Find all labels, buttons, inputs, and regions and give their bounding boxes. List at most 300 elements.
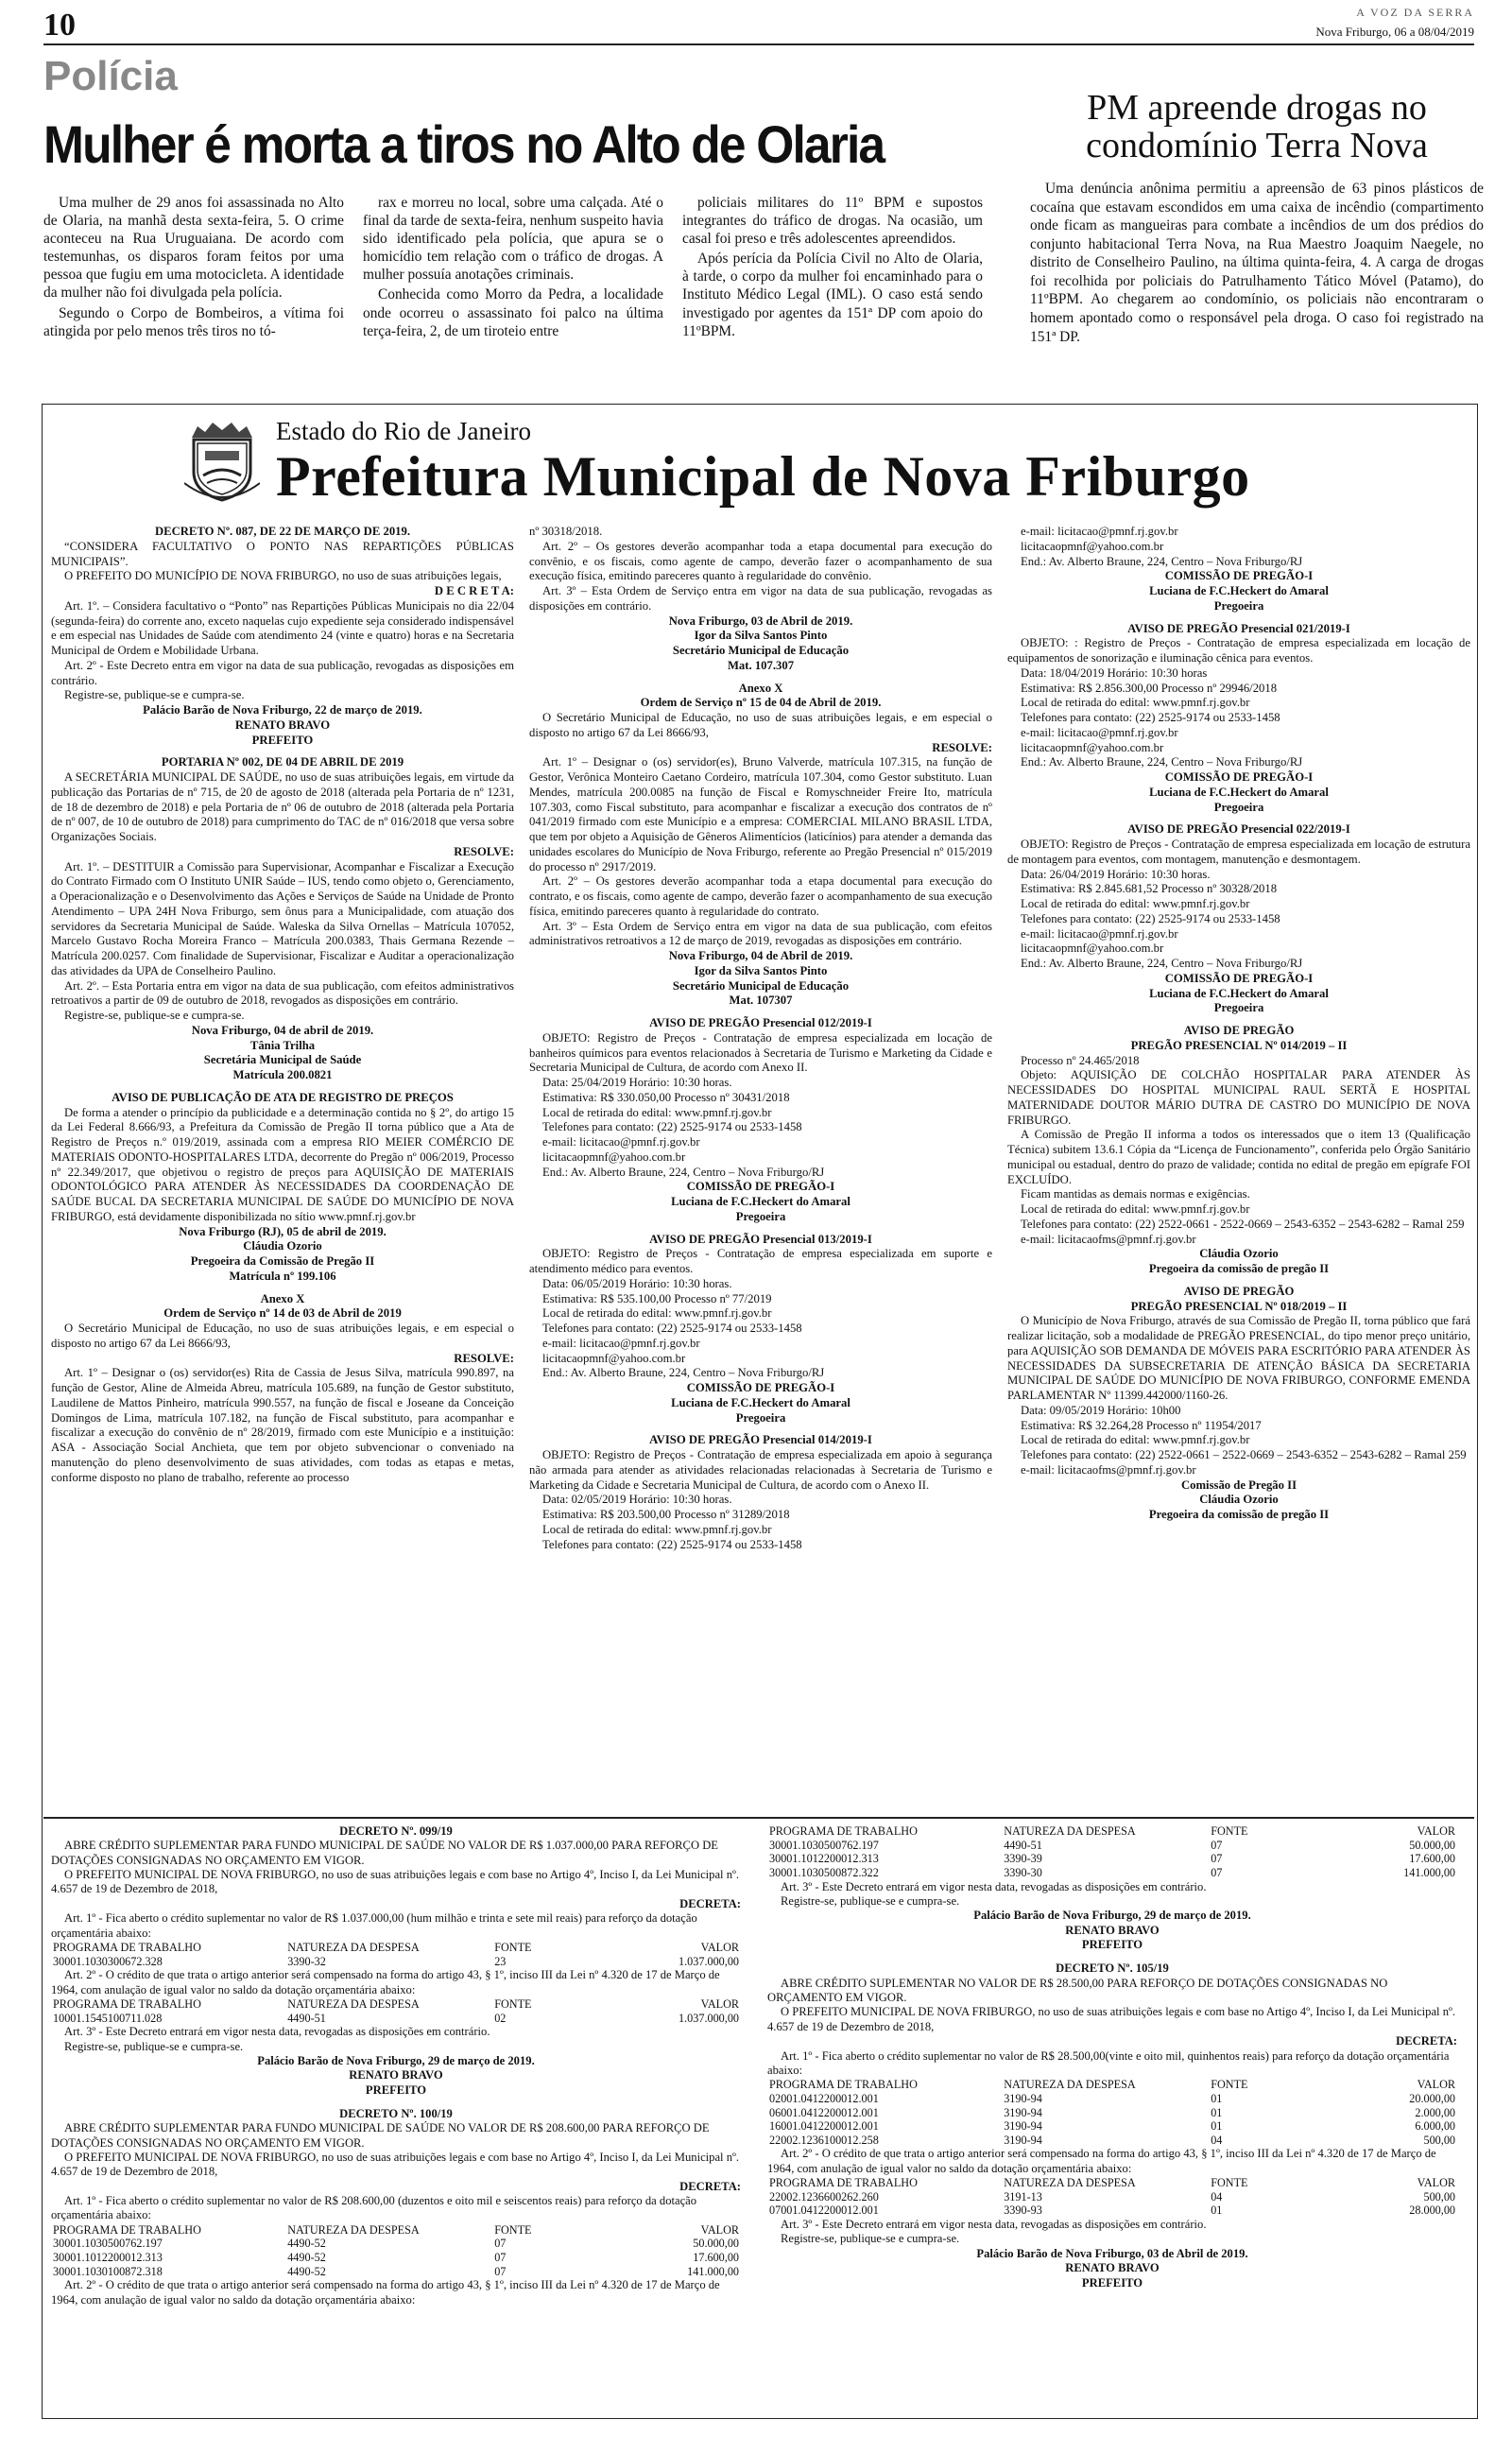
side-story-text: Uma denúncia anônima permitiu a apreensão de 63 pinos plásticos de cocaína que estavam escondidos em uma caixa de incêndio (compartimento onde ficam as mangueiras para combate a incêndios de um dos prédios do conjunto habitacional Terra Nova, na Rua Maestro Joaquim Naegele, no distrito de Conselheiro Paulino, na última quinta-feira, 4. A carga de drogas foi recolhida por policiais do Patrulhamento Tático Móvel (Patamo), do 11ºBPM. Ao chegarem ao condomínio, os policiais não encontraram o homem apontado como o responsável pela droga. O caso foi registrado na 151ª DP. bbox=[1030, 181, 1484, 345]
table-header-cell: FONTE bbox=[1211, 2078, 1248, 2092]
notice-paragraph: Estimativa: R$ 535.100,00 Processo nº 77/2019 bbox=[542, 1291, 772, 1305]
notice-paragraph: licitacaopmnf@yahoo.com.br bbox=[1021, 740, 1164, 754]
page-number: 10 bbox=[43, 8, 76, 43]
header-rule bbox=[43, 43, 1474, 45]
notice-paragraph: Pregoeira da comissão de pregão II bbox=[1148, 1262, 1330, 1275]
notice-paragraph: COMISSÃO DE PREGÃO-I bbox=[686, 1180, 835, 1194]
notice-paragraph: Pregoeira bbox=[735, 1410, 786, 1425]
decree-ementa: ABRE CRÉDITO SUPLEMENTAR NO VALOR DE R$ 28.500,00 PARA REFORÇO DE DOTAÇÕES CONSIGNADAS NO ORÇAMENTO EM VIGOR. bbox=[767, 1976, 1388, 2005]
side-story-headline: PM apreende drogas no condomínio Terra Nova bbox=[1086, 88, 1428, 165]
notice-paragraph: A SECRETÁRIA MUNICIPAL DE SAÚDE, no uso de suas atribuições legais, em virtude da publicação das Portarias de nº 715, de 20 de agosto de 2018 (alterada pela Portaria de nº 1231, de 18 de dezembro de 2018) e pela Portaria de nº 06 de outubro de 2018 (alterada pela Portaria de nº 007, de 10 de outubro de 2018) para cumprimento do TAC de nº 016/2018 que versa sobre Organizações Sociais. bbox=[51, 770, 514, 843]
notice-paragraph: AVISO DE PUBLICAÇÃO DE ATA DE REGISTRO DE PREÇOS bbox=[112, 1090, 454, 1104]
notice-paragraph: End.: Av. Alberto Braune, 224, Centro – Nova Friburgo/RJ bbox=[1021, 957, 1303, 970]
table-header-cell: PROGRAMA DE TRABALHO bbox=[53, 2222, 201, 2237]
publication-name: A VOZ DA SERRA bbox=[1356, 6, 1474, 19]
notice-paragraph: Comissão de Pregão II bbox=[1180, 1478, 1297, 1492]
notice-paragraph: AVISO DE PREGÃO Presencial 014/2019-I bbox=[649, 1433, 872, 1447]
table-header-cell: PROGRAMA DE TRABALHO bbox=[769, 1824, 918, 1838]
notice-paragraph: Local de retirada do edital: www.pmnf.rj.gov.br bbox=[1021, 696, 1250, 710]
notice-paragraph: Estimativa: R$ 203.500,00 Processo nº 31289/2018 bbox=[542, 1508, 790, 1521]
table-header-cell: NATUREZA DA DESPESA bbox=[287, 1996, 420, 2011]
table-cell: 22002.1236100012.258 bbox=[769, 2133, 879, 2147]
table-cell: 10001.1545100711.028 bbox=[53, 2011, 163, 2025]
decree-place-date: Palácio Barão de Nova Friburgo, 03 de Abril de 2019. bbox=[976, 2246, 1248, 2260]
notice-paragraph: Cláudia Ozorio bbox=[243, 1239, 322, 1253]
table-cell: 04 bbox=[1211, 2189, 1223, 2203]
decree-place-date: Palácio Barão de Nova Friburgo, 29 de março de 2019. bbox=[973, 1909, 1251, 1923]
decree-article: Art. 1º - Fica aberto o crédito suplementar no valor de R$ 28.500,00(vinte e oito mil, quinhentos reais) para reforço da dotação orçamentária abaixo: bbox=[767, 2048, 1450, 2077]
notice-paragraph: D E C R E T A: bbox=[434, 584, 514, 597]
table-row bbox=[51, 2237, 741, 2251]
notice-paragraph: COMISSÃO DE PREGÃO-I bbox=[1164, 770, 1314, 784]
table-cell: 23 bbox=[494, 1954, 507, 1968]
table-header-cell: FONTE bbox=[494, 1940, 532, 1954]
notice-paragraph: Telefones para contato: (22) 2522-0661 – 2522-0669 – 2543-6352 – 2543-6282 – Ramal 259 bbox=[1021, 1448, 1467, 1461]
notice-paragraph: Telefones para contato: (22) 2525-9174 ou 2533-1458 bbox=[542, 1537, 802, 1551]
notice-paragraph: AVISO DE PREGÃO Presencial 012/2019-I bbox=[649, 1016, 872, 1029]
table-cell: 141.000,00 bbox=[1403, 1865, 1455, 1879]
notice-paragraph: Ficam mantidas as demais normas e exigências. bbox=[1021, 1187, 1250, 1201]
notice-paragraph: Art. 1º – Designar o (os) servidor(es) Rita de Cassia de Jesus Silva, matrícula 990.897, na função de Gestor, Aline de Almeida Abreu, matrícula 105.689, na função de Gestor substituto, Laudilene de Mattos Pinheiro, matrícula 990.557, na função de fiscal e Joseane da Conceição Domingos de Lima, matrícula 107.182, na função de Fiscal substituto, para acompanhar e fiscalizar a execução do convênio de nº 28/2019, firmado com este Município e a instituição: ASA - Associação Social Anchieta, que tem por objeto subvencionar o conveniado na manutenção do pleno desenvolvimento de suas atividades, com todas as etapas e metas, conforme disposto no plano de trabalho, referente ao processo bbox=[51, 1366, 514, 1484]
notice-paragraph: Nova Friburgo, 04 de abril de 2019. bbox=[191, 1023, 374, 1037]
notice-paragraph: OBJETO: Registro de Preços - Contratação de empresa especializada em apoio à segurança não armada para atender as atividades relacionadas relacionadas à Secretaria de Turismo e Marketing da Cidade e Secretaria Municipal de Cultura, de acordo com o Anexo II. bbox=[529, 1448, 992, 1492]
notice-paragraph: Anexo X bbox=[738, 681, 783, 695]
table-header-row bbox=[51, 2223, 741, 2238]
notice-paragraph: RENATO BRAVO bbox=[234, 717, 331, 732]
decree-column-left bbox=[51, 1824, 741, 2307]
notice-paragraph: Pregoeira da Comissão de Pregão II bbox=[190, 1254, 375, 1268]
signatory-role: PREFEITO bbox=[365, 2082, 427, 2097]
decree-article: Art. 1º - Fica aberto o crédito suplementar no valor de R$ 208.600,00 (duzentos e oito mil e seiscentos reais) para reforço da dotação orçamentária abaixo: bbox=[51, 2194, 697, 2222]
table-cell: 07 bbox=[1211, 1838, 1223, 1852]
notice-paragraph: End.: Av. Alberto Braune, 224, Centro – Nova Friburgo/RJ bbox=[1021, 755, 1303, 769]
budget-table bbox=[767, 2176, 1457, 2218]
notice-paragraph: COMISSÃO DE PREGÃO-I bbox=[1164, 569, 1314, 583]
table-cell: 50.000,00 bbox=[1409, 1838, 1455, 1852]
story-headline: Mulher é morta a tiros no Alto de Olaria bbox=[43, 114, 885, 174]
notices-column-1 bbox=[51, 525, 514, 1485]
decree-place-date: Palácio Barão de Nova Friburgo, 29 de março de 2019. bbox=[257, 2053, 535, 2067]
decree-article: Art. 2º - O crédito de que trata o artigo anterior será compensado na forma do artigo 43, § 1º, inciso III da Lei nº 4.320 de 17 de Março de 1964, com anulação de igual valor no saldo da dotação orçamentária abaixo: bbox=[51, 1968, 720, 1996]
notice-paragraph: e-mail: licitacao@pmnf.rj.gov.br bbox=[542, 1336, 700, 1350]
notice-paragraph: Telefones para contato: (22) 2525-9174 ou 2533-1458 bbox=[542, 1120, 802, 1134]
notice-paragraph: e-mail: licitacao@pmnf.rj.gov.br bbox=[1021, 525, 1178, 538]
decree-closing: Registre-se, publique-se e cumpra-se. bbox=[64, 2039, 244, 2053]
budget-table bbox=[767, 2078, 1457, 2147]
notice-paragraph: PREFEITO bbox=[251, 733, 314, 747]
table-cell: 3190-94 bbox=[1004, 2105, 1042, 2119]
table-cell: 20.000,00 bbox=[1409, 2091, 1455, 2105]
table-cell: 02001.0412200012.001 bbox=[769, 2091, 879, 2105]
notice-paragraph: RESOLVE: bbox=[454, 844, 514, 858]
budget-table bbox=[767, 1824, 1457, 1880]
notice-paragraph: licitacaopmnf@yahoo.com.br bbox=[1021, 539, 1164, 553]
notice-paragraph: OBJETO: Registro de Preços - Contratação de empresa especializada em locação de banheiros químicos para eventos relacionados à Secretaria de Turismo e Marketing da Cidade e Secretaria Municipal de Cultura, de acordo com Anexo II. bbox=[529, 1030, 992, 1075]
notice-paragraph: AVISO DE PREGÃO bbox=[1183, 1284, 1295, 1298]
story-paragraph: Após perícia da Polícia Civil no Alto de Olaria, à tarde, o corpo da mulher foi encaminhado para o Instituto Médico Legal (IML). O caso está sendo investigado por agentes da 151ª DP com apoio do 11ºBPM. bbox=[682, 251, 983, 339]
table-cell: 3190-94 bbox=[1004, 2119, 1042, 2134]
notice-paragraph: Local de retirada do edital: www.pmnf.rj.gov.br bbox=[1021, 1433, 1250, 1447]
notice-paragraph: nº 30318/2018. bbox=[529, 525, 603, 538]
notice-paragraph: AVISO DE PREGÃO Presencial 022/2019-I bbox=[1127, 822, 1350, 837]
notice-paragraph: RESOLVE: bbox=[454, 1351, 514, 1365]
notice-paragraph: COMISSÃO DE PREGÃO-I bbox=[686, 1381, 835, 1394]
notice-paragraph: Objeto: AQUISIÇÃO DE COLCHÃO HOSPITALAR PARA ATENDER ÀS NECESSIDADES DO HOSPITAL MUNICIPAL RAUL SERTÃ E HOSPITAL MATERNIDADE DOUTOR MÁRIO DUTRA DE CASTRO DO MUNICÍPIO DE NOVA FRIBURGO. bbox=[1007, 1068, 1470, 1127]
budget-table bbox=[51, 1941, 741, 1968]
notice-paragraph: Pregoeira bbox=[1213, 800, 1264, 814]
table-cell: 4490-52 bbox=[287, 2264, 326, 2278]
notice-paragraph: PREGÃO PRESENCIAL Nº 014/2019 – II bbox=[1130, 1038, 1348, 1052]
table-header-cell: VALOR bbox=[700, 2222, 739, 2237]
table-row bbox=[767, 2092, 1457, 2106]
notice-paragraph: AVISO DE PREGÃO Presencial 021/2019-I bbox=[1127, 621, 1350, 635]
decree-article: Art. 2º - O crédito de que trata o artigo anterior será compensado na forma do artigo 43, § 1º, inciso III da Lei nº 4.320 de 17 de Março de 1964, com anulação de igual valor no saldo da dotação orçamentária abaixo: bbox=[767, 2147, 1436, 2175]
notice-paragraph: Telefones para contato: (22) 2525-9174 ou 2533-1458 bbox=[542, 1322, 802, 1335]
table-row bbox=[767, 2190, 1457, 2204]
notice-paragraph: De forma a atender o princípio da publicidade e a determinação contida no § 2º, do artigo 15 da Lei Federal 8.666/93, a Prefeitura da Comissão de Pregão II torna público que a Ata de Registro de Preços n.º 019/2019, assinada com a empresa RIO MEIER COMÉRCIO DE MATERIAIS ODONTO-HOSPITALARES LTDA, decorrente do Pregão nº 006/2019, Processo nº 22.349/2017, que objetivou o registro de preços para AQUISIÇÃO DE MATERIAIS ODONTOLÓGICO PARA ATENDER ÀS NECESSIDADES DA COORDENAÇÃO DE SAÚDE BUCAL DA SECRETARIA MUNICIPAL DE SAÚDE DO MUNICÍPIO DE NOVA FRIBURGO, está devidamente disponibilizada no sítio www.pmnf.rj.gov.br bbox=[51, 1105, 514, 1223]
table-cell: 3190-94 bbox=[1004, 2091, 1042, 2105]
notice-paragraph: “CONSIDERA FACULTATIVO O PONTO NAS REPARTIÇÕES PÚBLICAS MUNICIPAIS”. bbox=[51, 539, 514, 568]
table-cell: 4490-52 bbox=[287, 2251, 326, 2265]
notice-paragraph: End.: Av. Alberto Braune, 224, Centro – Nova Friburgo/RJ bbox=[542, 1366, 825, 1380]
signatory-role: PREFEITO bbox=[1081, 1938, 1143, 1951]
table-cell: 01 bbox=[1211, 2091, 1223, 2105]
table-header-cell: FONTE bbox=[1211, 2176, 1248, 2190]
notice-paragraph: Ordem de Serviço nº 14 de 03 de Abril de 2019 bbox=[163, 1306, 402, 1321]
table-cell: 30001.1030500762.197 bbox=[53, 2237, 163, 2251]
notice-paragraph: e-mail: licitacao@pmnf.rj.gov.br bbox=[1021, 926, 1178, 941]
edition-date: Nova Friburgo, 06 a 08/04/2019 bbox=[1315, 25, 1474, 39]
table-row bbox=[767, 2134, 1457, 2148]
story-column-3 bbox=[682, 194, 983, 342]
table-cell: 3390-93 bbox=[1004, 2203, 1042, 2218]
decree-decreta: DECRETA: bbox=[1396, 2034, 1457, 2048]
table-row bbox=[767, 2203, 1457, 2218]
notice-paragraph: e-mail: licitacao@pmnf.rj.gov.br bbox=[1021, 725, 1178, 739]
table-header-row bbox=[767, 2176, 1457, 2190]
notice-paragraph: Estimativa: R$ 2.856.300,00 Processo nº 29946/2018 bbox=[1021, 681, 1278, 695]
notice-paragraph: Local de retirada do edital: www.pmnf.rj.gov.br bbox=[542, 1522, 772, 1536]
decree-article: Art. 1º - Fica aberto o crédito suplementar no valor de R$ 1.037.000,00 (hum milhão e trinta e sete mil reais) para reforço da dotação orçamentária abaixo: bbox=[51, 1911, 697, 1940]
side-story-body bbox=[1030, 180, 1484, 346]
notice-paragraph: Tânia Trilha bbox=[249, 1038, 316, 1052]
notice-paragraph: Telefones para contato: (22) 2522-0661 - 2522-0669 – 2543-6352 – 2543-6282 – Ramal 259 bbox=[1021, 1217, 1465, 1231]
notice-paragraph: Nova Friburgo, 04 de Abril de 2019. bbox=[668, 949, 853, 962]
spacer bbox=[51, 748, 514, 755]
signatory-name: RENATO BRAVO bbox=[349, 2068, 443, 2082]
table-cell: 06001.0412200012.001 bbox=[769, 2105, 879, 2119]
notice-paragraph: Mat. 107307 bbox=[729, 994, 793, 1008]
table-header-cell: VALOR bbox=[1417, 1824, 1455, 1838]
table-header-cell: NATUREZA DA DESPESA bbox=[1004, 1824, 1136, 1838]
decree-ementa: ABRE CRÉDITO SUPLEMENTAR PARA FUNDO MUNICIPAL DE SAÚDE NO VALOR DE R$ 1.037.000,00 PARA REFORÇO DE DOTAÇÕES CONSIGNADAS NO ORÇAMENTO EM VIGOR. bbox=[51, 1839, 718, 1867]
table-cell: 3191-13 bbox=[1004, 2189, 1042, 2203]
spacer bbox=[529, 1426, 992, 1433]
table-header-row bbox=[767, 1824, 1457, 1839]
table-cell: 02 bbox=[494, 2011, 507, 2025]
notice-paragraph: PORTARIA Nº 002, DE 04 DE ABRIL DE 2019 bbox=[161, 755, 404, 769]
notice-paragraph: Registre-se, publique-se e cumpra-se. bbox=[64, 688, 245, 702]
table-cell: 07 bbox=[494, 2237, 507, 2251]
table-cell: 30001.1012200012.313 bbox=[769, 1852, 879, 1866]
section-title: Polícia bbox=[43, 53, 178, 99]
notice-paragraph: Art. 1º – Designar o (os) servidor(es), Bruno Valverde, matrícula 107.315, na função de Gestor, Verônica Monteiro Caetano Cordeiro, matrícula 107.304, como Gestor substituto. Luan Mendes, matrícula 200.0085 na função de Fiscal e Romyschneider Freire Ito, matrícula 107.303, como Fiscal substituto, para acompanhar e fiscalizar a execução dos contratos de nº 041/2019 firmado com este Município e a empresa: COMERCIAL MILANO BRASIL LTDA, que tem por objeto a Aquisição de Gêneros Alimentícios (laticínios) para atender a demanda das unidades escolares do Município de Nova Friburgo, referente ao Pregão Presencial nº 015/2019 do processo nº 2917/2019. bbox=[529, 755, 992, 873]
decree-title: DECRETO Nº. 100/19 bbox=[339, 2106, 453, 2120]
decree-article: Art. 2º - O crédito de que trata o artigo anterior será compensado na forma do artigo 43, § 1º, inciso III da Lei nº 4.320 de 17 de Março de 1964, com anulação de igual valor no saldo da dotação orçamentária abaixo: bbox=[51, 2278, 720, 2307]
notice-paragraph: Local de retirada do edital: www.pmnf.rj.gov.br bbox=[1021, 1202, 1250, 1216]
notice-paragraph: A Comissão de Pregão II informa a todos os interessados que o item 13 (Qualificação Técnica) subitem 13.6.1 Cópia da “Licença de Funcionamento”, conferida pelo Órgão Sanitário municipal ou estadual, dentro do prazo de validade; contida no edital de pregão em epígrafe FOI EXCLUÍDO. bbox=[1007, 1128, 1470, 1186]
table-cell: 07 bbox=[1211, 1852, 1223, 1866]
story-paragraph: Segundo o Corpo de Bombeiros, a vítima foi atingida por pelo menos três tiros no tó- bbox=[43, 304, 344, 339]
decree-article: Art. 3º - Este Decreto entrará em vigor nesta data, revogadas as disposições em contrário. bbox=[64, 2025, 490, 2039]
notice-paragraph: e-mail: licitacao@pmnf.rj.gov.br bbox=[542, 1135, 700, 1149]
notice-paragraph: Data: 18/04/2019 Horário: 10:30 horas bbox=[1021, 665, 1208, 680]
table-cell: 04 bbox=[1211, 2133, 1223, 2147]
story-paragraph: policiais militares do 11º BPM e supostos integrantes do tráfico de drogas. Na ocasião, um casal foi preso e três adolescentes apreendidos. bbox=[682, 195, 983, 248]
notice-paragraph: Telefones para contato: (22) 2525-9174 ou 2533-1458 bbox=[1021, 911, 1280, 925]
budget-table bbox=[51, 1997, 741, 2025]
notice-paragraph: Estimativa: R$ 32.264,28 Processo nº 11954/2017 bbox=[1021, 1418, 1262, 1432]
table-row bbox=[767, 1866, 1457, 1880]
table-row bbox=[767, 1852, 1457, 1866]
notice-paragraph: Data: 09/05/2019 Horário: 10h00 bbox=[1021, 1403, 1181, 1417]
table-cell: 3390-32 bbox=[287, 1954, 326, 1968]
spacer bbox=[529, 674, 992, 682]
table-cell: 17.600,00 bbox=[1409, 1852, 1455, 1866]
signatory-name: RENATO BRAVO bbox=[1065, 2261, 1160, 2275]
decree-article: Art. 3º - Este Decreto entrará em vigor nesta data, revogadas as disposições em contrário. bbox=[781, 1879, 1207, 1893]
table-cell: 30001.1030100872.318 bbox=[53, 2264, 163, 2278]
table-row bbox=[767, 1839, 1457, 1853]
table-header-cell: FONTE bbox=[1211, 1824, 1248, 1838]
table-cell: 6.000,00 bbox=[1415, 2119, 1455, 2134]
decree-closing: Registre-se, publique-se e cumpra-se. bbox=[781, 1893, 960, 1908]
notice-paragraph: Igor da Silva Santos Pinto bbox=[694, 963, 828, 977]
decree-column-right bbox=[767, 1824, 1457, 2290]
table-cell: 30001.1030500872.322 bbox=[769, 1865, 879, 1879]
decree-ementa: ABRE CRÉDITO SUPLEMENTAR PARA FUNDO MUNICIPAL DE SAÚDE NO VALOR DE R$ 208.600,00 PARA REFORÇO DE DOTAÇÕES CONSIGNADAS NO ORÇAMENTO EM VIGOR. bbox=[51, 2121, 710, 2150]
spacer bbox=[1007, 1277, 1470, 1285]
table-header-cell: VALOR bbox=[700, 1996, 739, 2011]
section-divider bbox=[43, 1817, 1474, 1819]
notice-paragraph: Art. 1º. – Considera facultativo o “Ponto” nas Repartições Públicas Municipais no dia 22/04 (segunda-feira) do corrente ano, exceto naquelas cujo expediente seja considerado indispensável e em especial nas Unidades de Saúde com atendimento 24 (vinte e quatro) horas e na Secretaria Municipal de Ordem e Mobilidade Urbana. bbox=[51, 598, 514, 657]
notice-paragraph: PREGÃO PRESENCIAL Nº 018/2019 – II bbox=[1130, 1299, 1348, 1313]
notice-paragraph: Secretário Municipal de Educação bbox=[672, 978, 850, 993]
decree-article: Art. 3º - Este Decreto entrará em vigor nesta data, revogadas as disposições em contrário. bbox=[781, 2218, 1207, 2232]
notice-paragraph: OBJETO: Registro de Preços - Contratação de empresa especializada em suporte e atendimento médico para eventos. bbox=[529, 1247, 992, 1275]
notice-paragraph: OBJETO: : Registro de Preços - Contratação de empresa especializada em locação de equipamentos de sonorização e iluminação cênica para eventos. bbox=[1007, 636, 1470, 665]
notice-paragraph: O Secretário Municipal de Educação, no uso de suas atribuições legais, e em especial o disposto no artigo 67 da Lei 8666/93, bbox=[529, 711, 992, 739]
table-header-cell: PROGRAMA DE TRABALHO bbox=[769, 2176, 918, 2190]
table-cell: 07001.0412200012.001 bbox=[769, 2203, 879, 2218]
notice-paragraph: Luciana de F.C.Heckert do Amaral bbox=[1149, 986, 1329, 1000]
table-header-cell: FONTE bbox=[494, 1996, 532, 2011]
spacer bbox=[51, 1083, 514, 1091]
table-row bbox=[51, 2265, 741, 2279]
notice-paragraph: licitacaopmnf@yahoo.com.br bbox=[1021, 942, 1164, 956]
decree-closing: Registre-se, publique-se e cumpra-se. bbox=[781, 2232, 960, 2246]
table-cell: 30001.1030300672.328 bbox=[53, 1954, 163, 1968]
table-header-cell: NATUREZA DA DESPESA bbox=[287, 2222, 420, 2237]
notice-paragraph: Luciana de F.C.Heckert do Amaral bbox=[671, 1395, 850, 1409]
table-cell: 30001.1030500762.197 bbox=[769, 1838, 879, 1852]
notice-paragraph: e-mail: licitacaofms@pmnf.rj.gov.br bbox=[1021, 1232, 1196, 1246]
notice-paragraph: e-mail: licitacaofms@pmnf.rj.gov.br bbox=[1021, 1462, 1196, 1477]
table-header-cell: FONTE bbox=[494, 2222, 532, 2237]
notice-paragraph: Pregoeira bbox=[1213, 1001, 1264, 1015]
notice-paragraph: Estimativa: R$ 2.845.681,52 Processo nº 30328/2018 bbox=[1021, 882, 1278, 896]
decree-preamble: O PREFEITO MUNICIPAL DE NOVA FRIBURGO, no uso de suas atribuições legais e com base no Artigo 4º, Inciso I, da Lei Municipal nº. 4.657 de 19 de Dezembro de 2018, bbox=[767, 2005, 1456, 2033]
table-cell: 01 bbox=[1211, 2105, 1223, 2119]
notice-paragraph: Nova Friburgo (RJ), 05 de abril de 2019. bbox=[179, 1224, 387, 1238]
notice-paragraph: O PREFEITO DO MUNICÍPIO DE NOVA FRIBURGO, no uso de suas atribuições legais, bbox=[64, 569, 502, 583]
spacer bbox=[529, 1009, 992, 1016]
notice-paragraph: COMISSÃO DE PREGÃO-I bbox=[1164, 971, 1314, 985]
table-row bbox=[51, 2012, 741, 2026]
notice-paragraph: Pregoeira bbox=[735, 1209, 786, 1223]
notice-paragraph: Telefones para contato: (22) 2525-9174 ou 2533-1458 bbox=[1021, 711, 1280, 724]
notice-paragraph: Estimativa: R$ 330.050,00 Processo nº 30431/2018 bbox=[542, 1090, 790, 1104]
coat-of-arms-icon bbox=[184, 417, 260, 504]
notice-paragraph: Art. 2º – Os gestores deverão acompanhar toda a etapa documental para execução do convênio, e os fiscais, como agente de campo, deverão fazer o acompanhamento de sua execução física, emitindo pareceres quanto à regularidade do convênio. bbox=[529, 539, 992, 583]
story-column-1 bbox=[43, 194, 344, 342]
decree-preamble: O PREFEITO MUNICIPAL DE NOVA FRIBURGO, no uso de suas atribuições legais e com base no Artigo 4º, Inciso I, da Lei Municipal nº. 4.657 de 19 de Dezembro de 2018, bbox=[51, 1868, 740, 1896]
state-name: Estado do Rio de Janeiro bbox=[276, 417, 531, 445]
decree-title: DECRETO Nº. 105/19 bbox=[1056, 1961, 1169, 1976]
story-paragraph: Uma mulher de 29 anos foi assassinada no Alto de Olaria, na manhã desta sexta-feira, 5. O crime aconteceu na Rua Uruguaiana. De acordo com testemunhas, os disparos foram feitos por uma pessoa que fugiu em uma motocicleta. A identidade da mulher não foi divulgada pela polícia. bbox=[43, 195, 344, 302]
spacer bbox=[51, 1285, 514, 1292]
table-cell: 4490-51 bbox=[287, 2011, 326, 2025]
notice-paragraph: Secretária Municipal de Saúde bbox=[203, 1053, 362, 1067]
notice-paragraph: Mat. 107.307 bbox=[727, 658, 795, 672]
decree-decreta: DECRETA: bbox=[679, 2179, 741, 2193]
signatory-role: PREFEITO bbox=[1081, 2275, 1143, 2290]
table-cell: 1.037.000,00 bbox=[679, 1954, 739, 1968]
decree-decreta: DECRETA: bbox=[679, 1896, 741, 1910]
signatory-name: RENATO BRAVO bbox=[1065, 1923, 1160, 1937]
table-cell: 17.600,00 bbox=[693, 2251, 739, 2265]
table-cell: 01 bbox=[1211, 2203, 1223, 2218]
notices-column-2 bbox=[529, 525, 992, 1552]
notice-paragraph: Ordem de Serviço nº 15 de 04 de Abril de 2019. bbox=[640, 696, 882, 710]
notice-paragraph: Art. 2º – Os gestores deverão acompanhar toda a etapa documental para execução do contrato, e os fiscais, como agente de campo, deverão fazer o acompanhamento de sua execução física, emitindo pareceres quanto à regularidade do contrato. bbox=[529, 874, 992, 918]
notice-paragraph: AVISO DE PREGÃO Presencial 013/2019-I bbox=[649, 1232, 872, 1246]
notice-paragraph: Local de retirada do edital: www.pmnf.rj.gov.br bbox=[542, 1105, 772, 1119]
notice-paragraph: Local de retirada do edital: www.pmnf.rj.gov.br bbox=[1021, 897, 1250, 910]
table-cell: 3390-39 bbox=[1004, 1852, 1042, 1866]
notice-paragraph: licitacaopmnf@yahoo.com.br bbox=[542, 1351, 686, 1365]
spacer bbox=[1007, 614, 1470, 622]
table-cell: 07 bbox=[494, 2251, 507, 2265]
notice-paragraph: Registre-se, publique-se e cumpra-se. bbox=[64, 1009, 245, 1022]
table-cell: 22002.1236600262.260 bbox=[769, 2189, 879, 2203]
notice-paragraph: Luciana de F.C.Heckert do Amaral bbox=[1149, 785, 1329, 799]
table-header-cell: VALOR bbox=[1417, 2176, 1455, 2190]
story-paragraph: Conhecida como Morro da Pedra, a localidade onde ocorreu o assassinato foi palco na última terça-feira, 2, de um tiroteio entre bbox=[363, 286, 663, 339]
table-header-cell: NATUREZA DA DESPESA bbox=[1004, 2078, 1136, 2092]
notice-paragraph: AVISO DE PREGÃO bbox=[1183, 1024, 1295, 1037]
notice-paragraph: Art. 1º. – DESTITUIR a Comissão para Supervisionar, Acompanhar e Fiscalizar a Execução do Contrato Firmado com O Instituto UNIR Saúde – IUS, tendo como objeto o, Gerenciamento, a Operacionalização e o Desenvolvimento das Ações e Serviços de Saúde na Unidade de Pronto Atendimento – UPA 24H Nova Friburgo, sem ônus para a Municipalidade, com atuação dos servidores da Secretaria Municipal de Saúde. Waleska da Silva Ornellas – Matrícula 107052, Marcelo Gustavo Rocha Moreira Franco – Matrícula 200.0383, Thais Germana Rezende – Matrícula 200.0257. Com finalidade de Supervisionar, Fiscalizar e Auditar a operacionalização das atividades da UPA de Conselheiro Paulino. bbox=[51, 859, 514, 977]
notice-paragraph: Matrícula 200.0821 bbox=[232, 1068, 333, 1081]
table-header-cell: NATUREZA DA DESPESA bbox=[1004, 2176, 1136, 2190]
table-cell: 4490-52 bbox=[287, 2237, 326, 2251]
table-cell: 500,00 bbox=[1423, 2133, 1455, 2147]
notice-paragraph: Luciana de F.C.Heckert do Amaral bbox=[1149, 584, 1329, 597]
table-cell: 3390-30 bbox=[1004, 1865, 1042, 1879]
decree-preamble: O PREFEITO MUNICIPAL DE NOVA FRIBURGO, no uso de suas atribuições legais e com base no Artigo 4º, Inciso I, da Lei Municipal nº. 4.657 de 19 de Dezembro de 2018, bbox=[51, 2151, 740, 2179]
table-cell: 3190-94 bbox=[1004, 2133, 1042, 2147]
table-cell: 28.000,00 bbox=[1409, 2203, 1455, 2218]
table-header-cell: NATUREZA DA DESPESA bbox=[287, 1940, 420, 1954]
notice-paragraph: Data: 26/04/2019 Horário: 10:30 horas. bbox=[1021, 867, 1211, 881]
notice-paragraph: Data: 02/05/2019 Horário: 10:30 horas. bbox=[542, 1493, 732, 1507]
story-paragraph: rax e morreu no local, sobre uma calçada. Até o final da tarde de sexta-feira, nenhum suspeito havia sido identificado pela polícia, que apura se o homicídio tem relação com o tráfico de drogas. A mulher possuía anotações criminais. bbox=[363, 195, 663, 284]
notice-paragraph: Igor da Silva Santos Pinto bbox=[694, 629, 828, 643]
notice-paragraph: Pregoeira da comissão de pregão II bbox=[1148, 1508, 1330, 1521]
notice-paragraph: Cláudia Ozorio bbox=[1199, 1493, 1279, 1507]
notice-paragraph: licitacaopmnf@yahoo.com.br bbox=[542, 1149, 686, 1164]
table-cell: 2.000,00 bbox=[1415, 2105, 1455, 2119]
notice-paragraph: Art. 3º – Esta Ordem de Serviço entra em vigor na data de sua publicação, com efeitos administrativos retroativos a 12 de março de 2019, revogadas as disposições em contrário. bbox=[529, 919, 992, 948]
notice-paragraph: O Município de Nova Friburgo, através de sua Comissão de Pregão II, torna público que fará realizar licitação, sob a modalidade de PREGÃO PRESENCIAL, do tipo menor preço unitário, para AQUISIÇÃO SOB DEMANDA DE MÓVEIS PARA ESCRITÓRIO PARA ATENDER ÀS NECESSIDADES DA SUBSECRETARIA DE ATENÇÃO BÁSICA DA SECRETARIA MUNICIPAL DE SAÚDE DO MUNICÍPIO DE NOVA FRIBURGO, CONFORME EMENDA PARLAMENTAR Nº 11399.442000/1160-26. bbox=[1007, 1314, 1470, 1402]
notice-paragraph: Luciana de F.C.Heckert do Amaral bbox=[671, 1195, 850, 1208]
notice-paragraph: Art. 2º - Este Decreto entra em vigor na data de sua publicação, revogadas as disposições em contrário. bbox=[51, 658, 514, 687]
table-cell: 50.000,00 bbox=[693, 2237, 739, 2251]
table-header-cell: VALOR bbox=[700, 1940, 739, 1954]
story-column-2 bbox=[363, 194, 663, 342]
table-header-cell: VALOR bbox=[1417, 2078, 1455, 2092]
table-header-cell: PROGRAMA DE TRABALHO bbox=[53, 1940, 201, 1954]
table-cell: 07 bbox=[1211, 1865, 1223, 1879]
table-row bbox=[767, 2106, 1457, 2120]
notice-paragraph: Processo nº 24.465/2018 bbox=[1021, 1053, 1140, 1067]
table-cell: 30001.1012200012.313 bbox=[53, 2251, 163, 2265]
notice-paragraph: Data: 06/05/2019 Horário: 10:30 horas. bbox=[542, 1276, 732, 1290]
spacer bbox=[767, 1952, 1457, 1961]
notice-paragraph: Palácio Barão de Nova Friburgo, 22 de março de 2019. bbox=[143, 703, 422, 717]
table-header-row bbox=[51, 1997, 741, 2012]
table-header-row bbox=[51, 1941, 741, 1955]
notice-paragraph: Pregoeira bbox=[1213, 598, 1264, 613]
notice-paragraph: RESOLVE: bbox=[932, 740, 992, 754]
notice-paragraph: Art. 3º – Esta Ordem de Serviço entra em vigor na data de sua publicação, revogadas as disposições em contrário. bbox=[529, 584, 992, 613]
table-header-cell: PROGRAMA DE TRABALHO bbox=[769, 2078, 918, 2092]
notice-paragraph: OBJETO: Registro de Preços - Contratação de empresa especializada em locação de estrutura de montagem para eventos, com montagem, manutenção e desmontagem. bbox=[1007, 838, 1470, 866]
table-cell: 1.037.000,00 bbox=[679, 2011, 739, 2025]
table-cell: 01 bbox=[1211, 2119, 1223, 2134]
table-header-row bbox=[767, 2078, 1457, 2092]
spacer bbox=[51, 2098, 741, 2107]
budget-table bbox=[51, 2223, 741, 2279]
notice-paragraph: DECRETO Nº. 087, DE 22 DE MARÇO DE 2019. bbox=[154, 525, 411, 538]
notice-paragraph: Data: 25/04/2019 Horário: 10:30 horas. bbox=[542, 1076, 732, 1089]
notice-paragraph: Cláudia Ozorio bbox=[1199, 1247, 1279, 1261]
spacer bbox=[1007, 815, 1470, 822]
spacer bbox=[1007, 1016, 1470, 1024]
decree-title: DECRETO Nº. 099/19 bbox=[339, 1824, 453, 1838]
table-cell: 16001.0412200012.001 bbox=[769, 2119, 879, 2134]
notice-paragraph: Local de retirada do edital: www.pmnf.rj.gov.br bbox=[542, 1306, 772, 1321]
notice-paragraph: Anexo X bbox=[260, 1291, 305, 1305]
notices-column-3 bbox=[1007, 525, 1470, 1523]
notice-paragraph: O Secretário Municipal de Educação, no uso de suas atribuições legais, e em especial o disposto no artigo 67 da Lei 8666/93, bbox=[51, 1322, 514, 1350]
notice-paragraph: Art. 2º. – Esta Portaria entra em vigor na data de sua publicação, com efeitos administrativos retroativos a partir de 09 de outubro de 2018, revogados as disposições em contrário. bbox=[51, 978, 514, 1008]
table-cell: 4490-51 bbox=[1004, 1838, 1042, 1852]
prefeitura-title: Prefeitura Municipal de Nova Friburgo bbox=[276, 445, 1250, 508]
notice-paragraph: End.: Av. Alberto Braune, 224, Centro – Nova Friburgo/RJ bbox=[542, 1165, 825, 1179]
table-row bbox=[767, 2119, 1457, 2134]
table-row bbox=[51, 2251, 741, 2265]
